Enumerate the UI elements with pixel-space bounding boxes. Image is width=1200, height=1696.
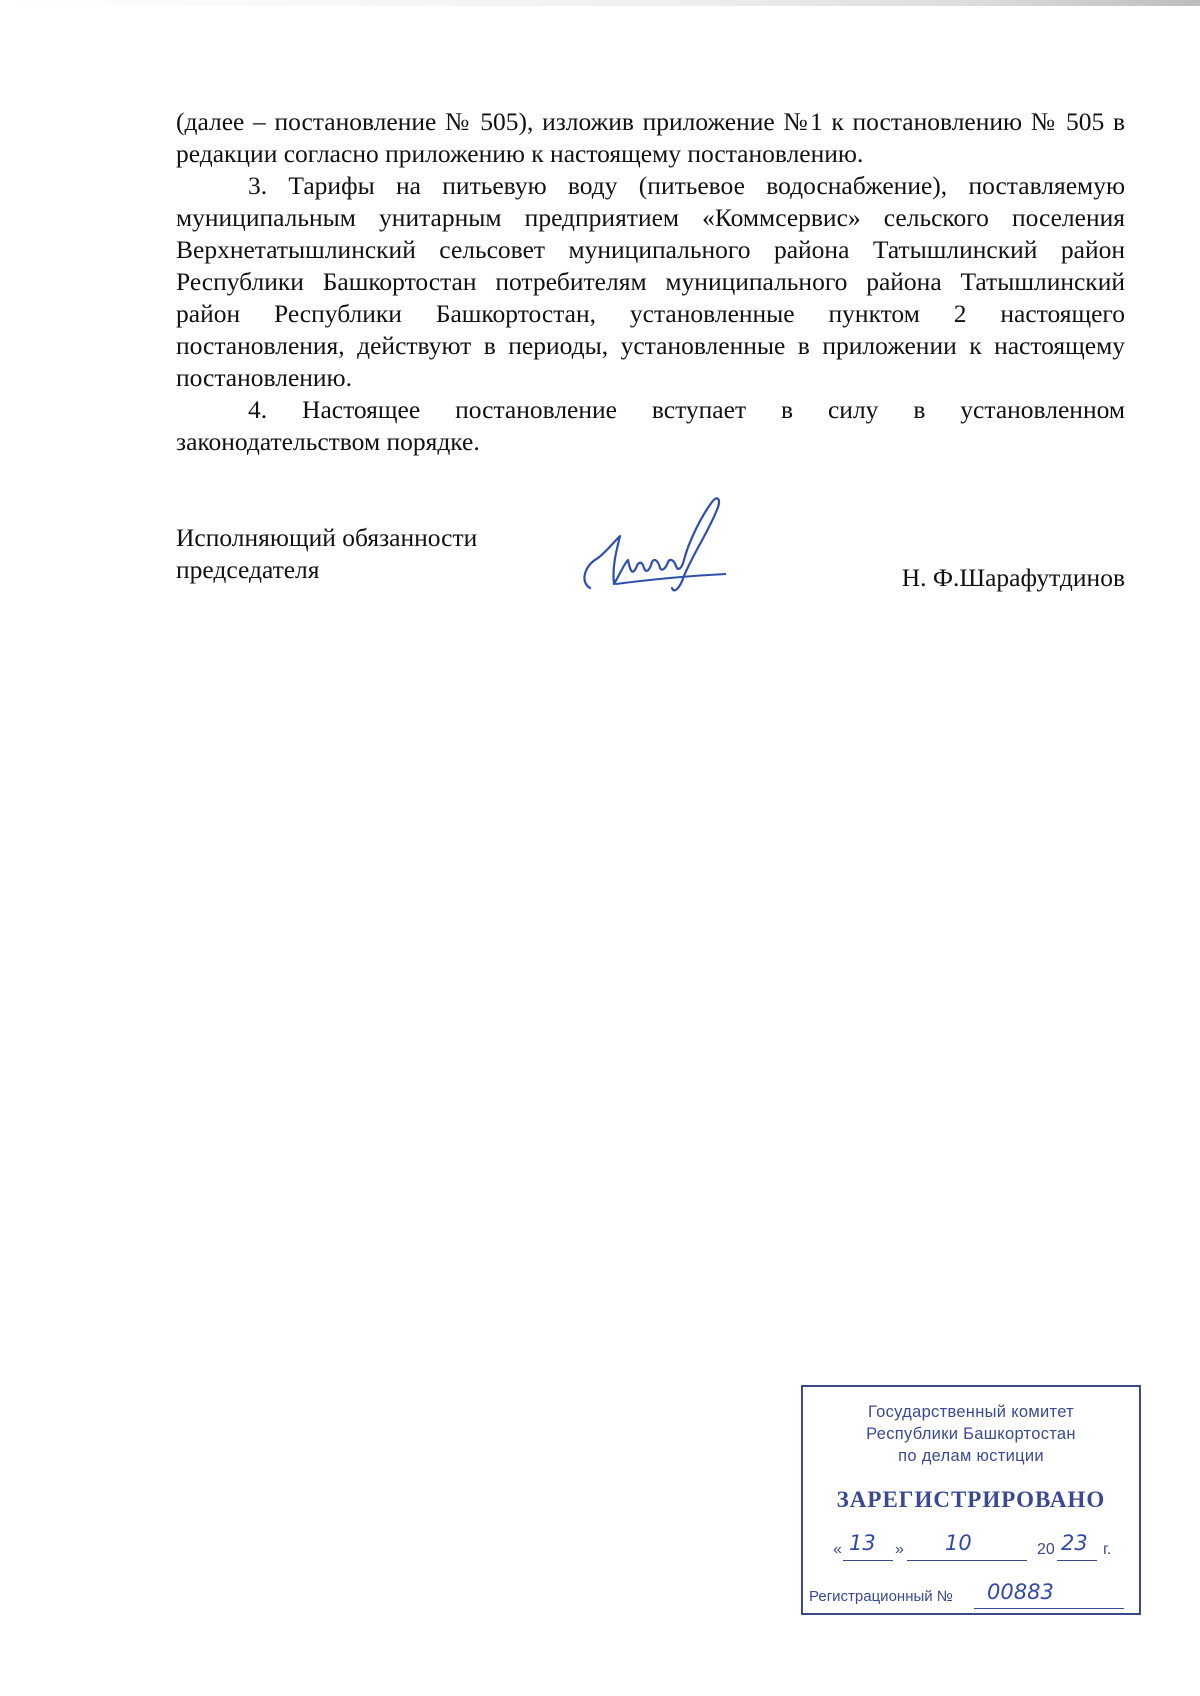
signatory-position-line1: Исполняющий обязанности [176, 523, 478, 552]
stamp-reg-line [974, 1608, 1124, 1609]
stamp-year-prefix: 20 [1037, 1541, 1055, 1558]
stamp-year-line [1057, 1560, 1097, 1561]
stamp-day-line [843, 1560, 893, 1561]
paragraph-item-3: 3. Тарифы на питьевую воду (питьевое водоснабжение), поставляемую муниципальным унитарным предприятием «Коммсервис» сельского поселения Верхнетатышлинский сельсовет муниципального района Татышлинский район Республики Башкортостан потребителям муниципального района Татышлинский район Республики Башкортостан, установленные пунктом 2 настоящего постановления, действуют в периоды, установленные в приложении к настоящему постановлению. [176, 171, 1125, 392]
stamp-org-line1: Государственный комитет [868, 1403, 1074, 1421]
paragraph-item-4: 4. Настоящее постановление вступает в силу в установленном законодательством порядке. [176, 395, 1125, 456]
signatory-position-line2: председателя [176, 555, 320, 584]
document-body [176, 106, 1125, 458]
stamp-year-unit: г. [1103, 1541, 1112, 1558]
handwritten-signature [576, 496, 726, 616]
signatory-name: Н. Ф.Шарафутдинов [901, 563, 1125, 592]
stamp-reg-number: 00883 [987, 1580, 1054, 1604]
stamp-date [833, 1533, 1123, 1567]
stamp-quote-close: » [895, 1541, 904, 1558]
stamp-org-line3: по делам юстиции [898, 1447, 1044, 1465]
registration-stamp [801, 1385, 1141, 1615]
stamp-status: ЗАРЕГИСТРИРОВАНО [836, 1487, 1106, 1512]
stamp-month: 10 [945, 1531, 972, 1555]
stamp-registration [809, 1582, 1129, 1610]
stamp-organization [803, 1401, 1139, 1467]
paragraph-continuation: (далее – постановление № 505), изложив приложение №1 к постановлению № 505 в редакции согласно приложению к настоящему постановлению. [176, 107, 1125, 168]
signature-block [176, 522, 1125, 622]
stamp-day: 13 [849, 1531, 876, 1555]
stamp-quote-open: « [833, 1541, 842, 1558]
signatory-position [176, 522, 477, 586]
stamp-reg-label: Регистрационный № [809, 1588, 953, 1605]
stamp-org-line2: Республики Башкортостан [866, 1425, 1076, 1443]
stamp-year-suffix: 23 [1061, 1531, 1088, 1555]
scan-top-edge [0, 0, 1200, 6]
stamp-month-line [907, 1560, 1027, 1561]
